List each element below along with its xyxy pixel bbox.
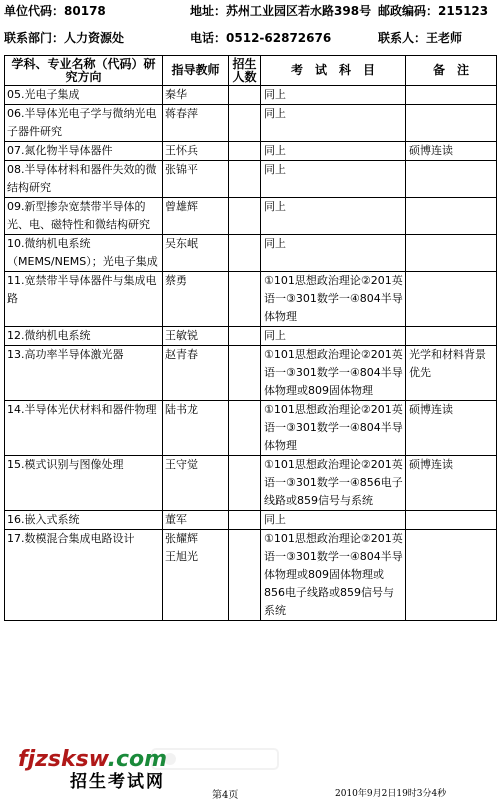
quota-cell [229, 327, 261, 346]
notes-cell: 光学和材料背景优先 [406, 346, 497, 401]
subjects-cell: ①101思想政治理论②201英语一③301数学一④856电子线路或859信号与系统 [261, 456, 406, 511]
tutor-cell: 蔡勇 [163, 272, 229, 327]
quota-cell [229, 272, 261, 327]
page-number: 第4页 [212, 790, 239, 801]
tutor-cell: 赵青春 [163, 346, 229, 401]
quota-cell [229, 142, 261, 161]
quota-cell [229, 161, 261, 198]
notes-cell: 硕博连读 [406, 401, 497, 456]
direction-cell: 17.数模混合集成电路设计 [5, 530, 163, 621]
admissions-table [4, 55, 497, 621]
direction-cell: 16.嵌入式系统 [5, 511, 163, 530]
tutor-cell: 秦华 [163, 86, 229, 105]
direction-cell: 05.光电子集成 [5, 86, 163, 105]
tutor-cell: 张锦平 [163, 161, 229, 198]
notes-cell [406, 105, 497, 142]
direction-cell: 12.微纳机电系统 [5, 327, 163, 346]
quota-cell [229, 511, 261, 530]
postcode-value: 215123 [438, 4, 489, 18]
subjects-cell: 同上 [261, 327, 406, 346]
subjects-cell: 同上 [261, 511, 406, 530]
table-row [5, 235, 497, 272]
contact-value: 王老师 [426, 31, 463, 45]
postcode-label: 邮政编码： [378, 4, 439, 18]
subjects-cell: ①101思想政治理论②201英语一③301数学一④804半导体物理 [261, 272, 406, 327]
direction-cell: 13.高功率半导体激光器 [5, 346, 163, 401]
unit-code [4, 4, 106, 18]
print-timestamp: 2010年9月2日19时3分4秒 [335, 789, 447, 799]
direction-cell: 06.半导体光电子学与微纳光电子器件研究 [5, 105, 163, 142]
tutor-cell: 王敏锐 [163, 327, 229, 346]
col-header-notes: 备 注 [406, 56, 497, 86]
subjects-cell: ①101思想政治理论②201英语一③301数学一④804半导体物理或809固体物理 [261, 346, 406, 401]
address-value: 苏州工业园区若水路398号 [226, 4, 372, 18]
logo-main-text: fjzsksw [18, 747, 108, 772]
quota-cell [229, 346, 261, 401]
col-header-quota: 招生人数 [229, 56, 261, 86]
direction-cell: 10.微纳机电系统（MEMS/NEMS）；光电子集成 [5, 235, 163, 272]
quota-cell [229, 456, 261, 511]
table-row [5, 105, 497, 142]
contact [378, 31, 462, 45]
direction-cell: 09.新型掺杂宽禁带半导体的光、电、磁特性和微结构研究 [5, 198, 163, 235]
table-row [5, 161, 497, 198]
watermark-icon [150, 745, 280, 773]
table-header-row [5, 56, 497, 86]
table-row [5, 511, 497, 530]
table-row [5, 198, 497, 235]
tutor-cell: 张耀辉 王旭光 [163, 530, 229, 621]
tutor-cell: 陆书龙 [163, 401, 229, 456]
subjects-cell: 同上 [261, 105, 406, 142]
notes-cell: 硕博连读 [406, 456, 497, 511]
phone [190, 31, 331, 45]
notes-cell [406, 161, 497, 198]
direction-cell: 08.半导体材料和器件失效的微结构研究 [5, 161, 163, 198]
address [190, 4, 376, 18]
tutor-cell: 吴东岷 [163, 235, 229, 272]
quota-cell [229, 86, 261, 105]
table-row [5, 456, 497, 511]
subjects-cell: ①101思想政治理论②201英语一③301数学一④804半导体物理 [261, 401, 406, 456]
table-row [5, 86, 497, 105]
quota-cell [229, 530, 261, 621]
phone-value: 0512-62872676 [226, 31, 332, 45]
tutor-cell: 董军 [163, 511, 229, 530]
tutor-cell: 王怀兵 [163, 142, 229, 161]
logo-domain-text: .com [107, 747, 168, 772]
direction-cell: 11.宽禁带半导体器件与集成电路 [5, 272, 163, 327]
dept [4, 31, 124, 45]
subjects-cell: 同上 [261, 198, 406, 235]
notes-cell [406, 327, 497, 346]
notes-cell [406, 530, 497, 621]
table-row [5, 142, 497, 161]
notes-cell: 硕博连读 [406, 142, 497, 161]
address-label: 地址： [190, 4, 227, 18]
quota-cell [229, 198, 261, 235]
table-row [5, 530, 497, 621]
subjects-cell: ①101思想政治理论②201英语一③301数学一④804半导体物理或809固体物理或856电子线路或859信号与系统 [261, 530, 406, 621]
subjects-cell: 同上 [261, 235, 406, 272]
quota-cell [229, 235, 261, 272]
notes-cell [406, 511, 497, 530]
table-row [5, 346, 497, 401]
quota-cell [229, 401, 261, 456]
col-header-direction: 学科、专业名称（代码）研究方向 [5, 56, 163, 86]
table-row [5, 272, 497, 327]
quota-cell [229, 105, 261, 142]
postcode [378, 4, 488, 18]
table-row [5, 401, 497, 456]
dept-value: 人力资源处 [64, 31, 125, 45]
notes-cell [406, 272, 497, 327]
dept-label: 联系部门： [4, 31, 65, 45]
unit-code-value: 80178 [64, 4, 106, 18]
logo-subtitle: 招生考试网 [70, 772, 165, 792]
notes-cell [406, 86, 497, 105]
tutor-cell: 曾雄辉 [163, 198, 229, 235]
subjects-cell: 同上 [261, 86, 406, 105]
subjects-cell: 同上 [261, 161, 406, 198]
direction-cell: 15.模式识别与图像处理 [5, 456, 163, 511]
col-header-subjects: 考 试 科 目 [261, 56, 406, 86]
unit-code-label: 单位代码： [4, 4, 65, 18]
tutor-cell: 王守觉 [163, 456, 229, 511]
direction-cell: 07.氮化物半导体器件 [5, 142, 163, 161]
notes-cell [406, 235, 497, 272]
col-header-tutor: 指导教师 [163, 56, 229, 86]
contact-label: 联系人： [378, 31, 427, 45]
table-row [5, 327, 497, 346]
direction-cell: 14.半导体光伏材料和器件物理 [5, 401, 163, 456]
subjects-cell: 同上 [261, 142, 406, 161]
phone-label: 电话： [190, 31, 227, 45]
tutor-cell: 蒋春萍 [163, 105, 229, 142]
notes-cell [406, 198, 497, 235]
